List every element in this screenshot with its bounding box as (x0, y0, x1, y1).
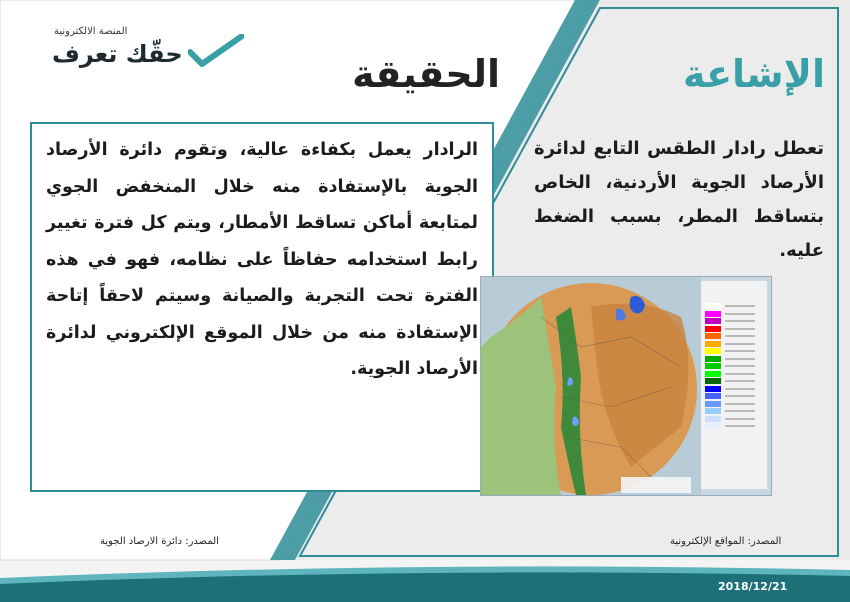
legend-tick (725, 388, 755, 390)
legend-swatch (705, 363, 721, 369)
legend-swatch (705, 378, 721, 384)
legend-tick (725, 373, 755, 375)
legend-swatch (705, 318, 721, 324)
logo-name: حقّك تعرف (52, 40, 183, 68)
legend-tick (725, 380, 755, 382)
legend-tick (725, 418, 755, 420)
legend-tick (725, 410, 755, 412)
fact-body: الرادار يعمل بكفاءة عالية، وتقوم دائرة الأرصاد الجوية بالإستفادة منه خلال المنخفض الجوي لمتابعة أماكن تساقط الأمطار، ويتم كل فترة تغيير رابط استخدامه حفاظاً على نظامه، فهو في هذه الفترة تحت التجربة والصيانة وسيتم لاحقاً إتاحة الإستفادة منه من خلال الموقع الإلكتروني لدائرة الأرصاد الجوية. (46, 140, 478, 379)
fact-box (30, 122, 494, 492)
legend-tick (725, 365, 755, 367)
radar-map-graphic (481, 277, 701, 495)
legend-swatch (705, 303, 721, 309)
legend-tick (725, 350, 755, 352)
legend-swatch (705, 326, 721, 332)
rumor-body: تعطل رادار الطقس التابع لدائرة الأرصاد الجوية الأردنية، الخاص بتساقط المطر، بسبب الضغط عليه. (534, 138, 824, 261)
fact-title: الحقيقة (352, 52, 500, 96)
radar-map-image (480, 276, 772, 496)
legend-swatch (705, 416, 721, 422)
publish-date: 2018/12/21 (718, 580, 788, 593)
legend-tick (725, 305, 755, 307)
legend-swatch (705, 356, 721, 362)
legend-tick (725, 335, 755, 337)
logo-subtitle: المنصة الالكترونية (54, 26, 128, 37)
legend-swatch (705, 393, 721, 399)
legend-tick (725, 313, 755, 315)
legend-swatch (705, 341, 721, 347)
legend-swatch (705, 401, 721, 407)
legend-swatch (705, 423, 721, 429)
legend-swatch (705, 408, 721, 414)
radar-legend (701, 281, 767, 489)
legend-swatch (705, 348, 721, 354)
legend-tick (725, 403, 755, 405)
brand-logo (48, 18, 248, 78)
legend-tick (725, 395, 755, 397)
legend-swatch (705, 371, 721, 377)
legend-tick (725, 320, 755, 322)
fact-source: المصدر: دائرة الارصاد الجوية (100, 536, 219, 547)
legend-tick (725, 425, 755, 427)
legend-tick (725, 328, 755, 330)
checkmark-icon (188, 34, 244, 68)
legend-tick (725, 343, 755, 345)
rumor-source: المصدر: المواقع الإلكترونية (670, 536, 782, 547)
rumor-title: الإشاعة (683, 52, 825, 96)
legend-swatch (705, 386, 721, 392)
rumor-box (530, 124, 830, 276)
legend-swatch (705, 333, 721, 339)
legend-tick (725, 358, 755, 360)
legend-swatch (705, 311, 721, 317)
